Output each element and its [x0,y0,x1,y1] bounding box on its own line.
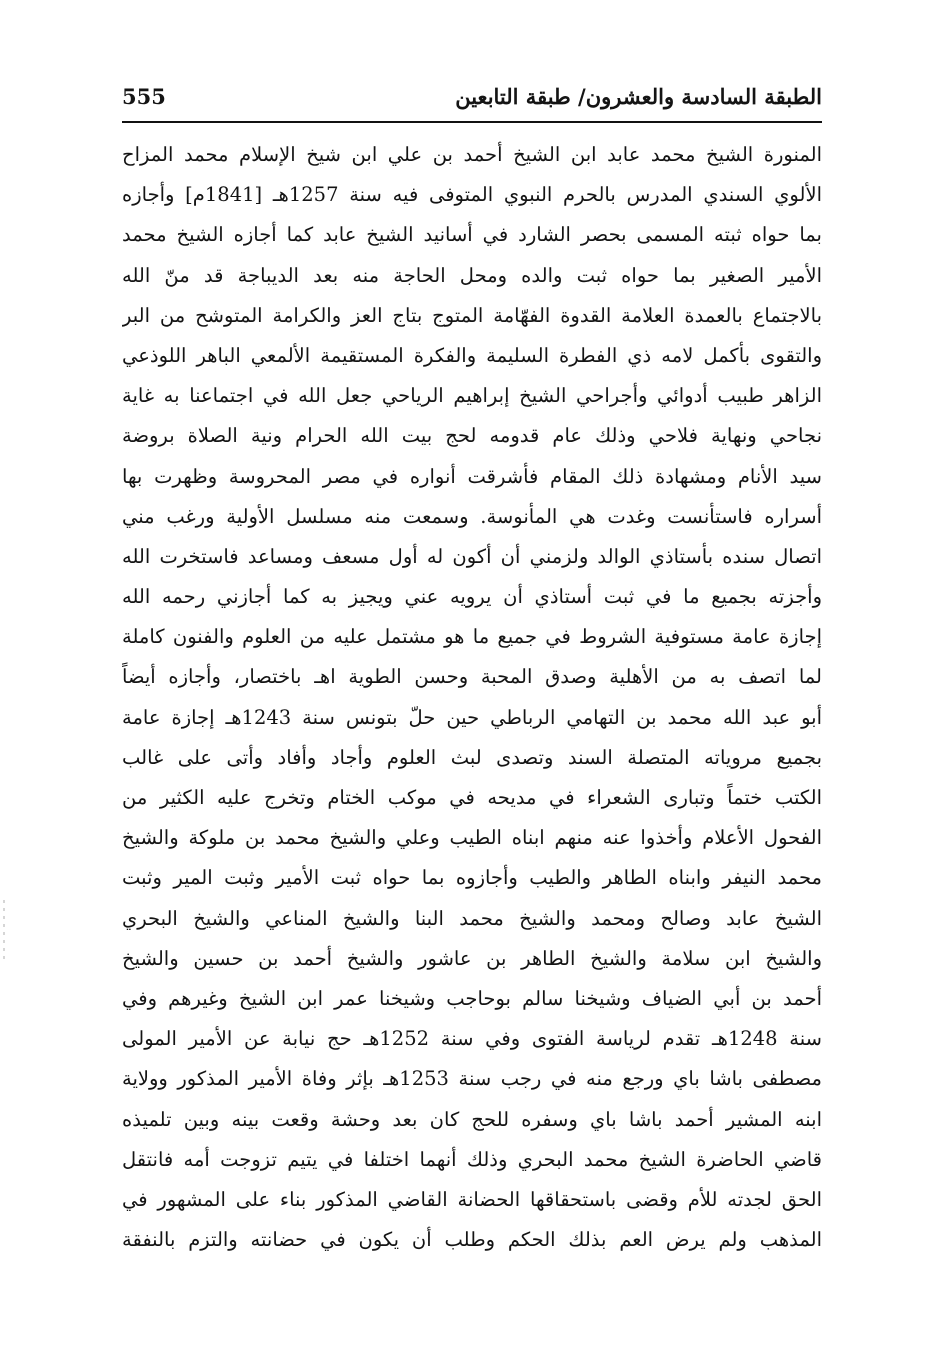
text-line: بما حواه ثبته المسمى بحصر الشارد في أسانيد الشيخ عابد كما أجازه الشيخ محمد [122,223,822,247]
text-line: إجازة عامة مستوفية الشروط في جميع ما هو مشتمل عليه من العلوم والفنون كاملة [122,625,822,649]
text-line: أبو عبد الله محمد بن التهامي الرباطي حين حلّ بتونس سنة 1243هـ إجازة عامة [122,705,822,729]
running-title: الطبقة السادسة والعشرون/ طبقة التابعين [455,84,822,109]
text-line: المذهب ولم يرض العم بذلك الحكم وطلب أن يكون في حضانته والتزم بالنفقة [122,1228,822,1252]
text-line: نجاحي ونهاية فلاحي وذلك عام قدومه لحج بيت الله الحرام ونية الصلاة بروضة [122,424,822,448]
text-line: الشيخ عابد وصالح ومحمد والشيخ محمد البنا والشيخ المناعي والشيخ البحري [122,906,822,930]
text-line: المنورة الشيخ محمد عابد ابن الشيخ أحمد بن علي ابن شيخ الإسلام محمد المزاح [122,143,822,166]
text-line: لما اتصف به من الأهلية وصدق المحبة وحسن الطوية اهـ باختصار، وأجازه أيضاً [122,665,822,689]
text-line: الألوي السندي المدرس بالحرم النبوي المتوفى فيه سنة 1257هـ [1841م] وأجازه [122,183,822,207]
text-line: اتصال سنده بأستاذي الوالد ولزمني أن أكون له أول مسعف ومساعد فاستخرت الله [122,544,822,568]
text-line: الكتب ختماً وتبارى الشعراء في مديحه في موكب الختام وتخرج عليه الكثير من [122,786,822,809]
scan-edge-mark [3,900,5,960]
text-line: الزاهر طبيب أدوائي وأجراحي الشيخ إبراهيم الرياحي جعل الله في اجتماعنا به غاية [122,384,822,408]
page-header [122,78,822,118]
text-line: محمد النيفر وابناه الطاهر والطيب وأجازوه بما حواه ثبت الأمير وثبت المير وثبت [122,866,822,890]
header-divider [122,121,822,123]
text-line: مصطفى باشا باي ورجع منه في رجب سنة 1253هـ بإثر وفاة الأمير المذكور وولاية [122,1067,822,1091]
body-text [122,135,822,1260]
text-line: الأمير الصغير بما حواه ثبت والده ومحل الحاجة منه بعد الديباجة قد منّ الله [122,263,822,287]
text-line: ابنه المشير أحمد باشا باي وسفره للحج كان بعد وحشة وقعت بينه وبين تلميذه [122,1107,822,1131]
text-line: الحق لجدته للأم وقضى باستحقاقها الحضانة القاضي المذكور بناء على المشهور في [122,1187,822,1211]
text-line: أحمد بن أبي الضياف وشيخنا سالم بوحاجب وشيخنا عمر ابن الشيخ وغيرهم وفي [122,986,822,1010]
text-line: قاضي الحاضرة الشيخ محمد البحري وذلك أنهما اختلفا في يتيم تزوجت أمه فانتقل [122,1147,822,1171]
text-line: بالاجتماع بالعمدة العلامة القدوة الفهّامة المتوج بتاج العز والكرامة المتوشح من البر [122,303,822,327]
text-line: وأجزته بجميع ما في ثبت أستاذي أن يرويه عني ويجيز به كما أجازني رحمه الله [122,585,822,609]
text-line: بجميع مروياته المتصلة السند وتصدى لبث العلوم وأجاد وأفاد وأتى على غالب [122,745,822,769]
text-line: سنة 1248هـ تقدم لرياسة الفتوى وفي سنة 1252هـ حج نيابة عن الأمير المولى [122,1027,822,1051]
text-line: أسراره فاستأنست وغدت هي المأنوسة. وسمعت منه مسلسل الأولية ورغب مني [122,504,822,528]
text-line: الفحول الأعلام وأخذوا عنه منهم ابناه الطيب وعلي والشيخ محمد بن ملوكة والشيخ [122,826,822,850]
text-line: والتقوى بأكمل لامه ذي الفطرة السليمة والفكرة المستقيمة الألمعي الباهر اللوذعي [122,343,822,367]
text-line: والشيخ ابن سلامة والشيخ الطاهر بن عاشور والشيخ أحمد بن حسين والشيخ [122,946,822,970]
page-number: 555 [122,84,166,109]
text-line: سيد الأنام ومشهادة ذلك المقام فأشرقت أنواره في مصر المحروسة وظهرت بها [122,464,822,488]
